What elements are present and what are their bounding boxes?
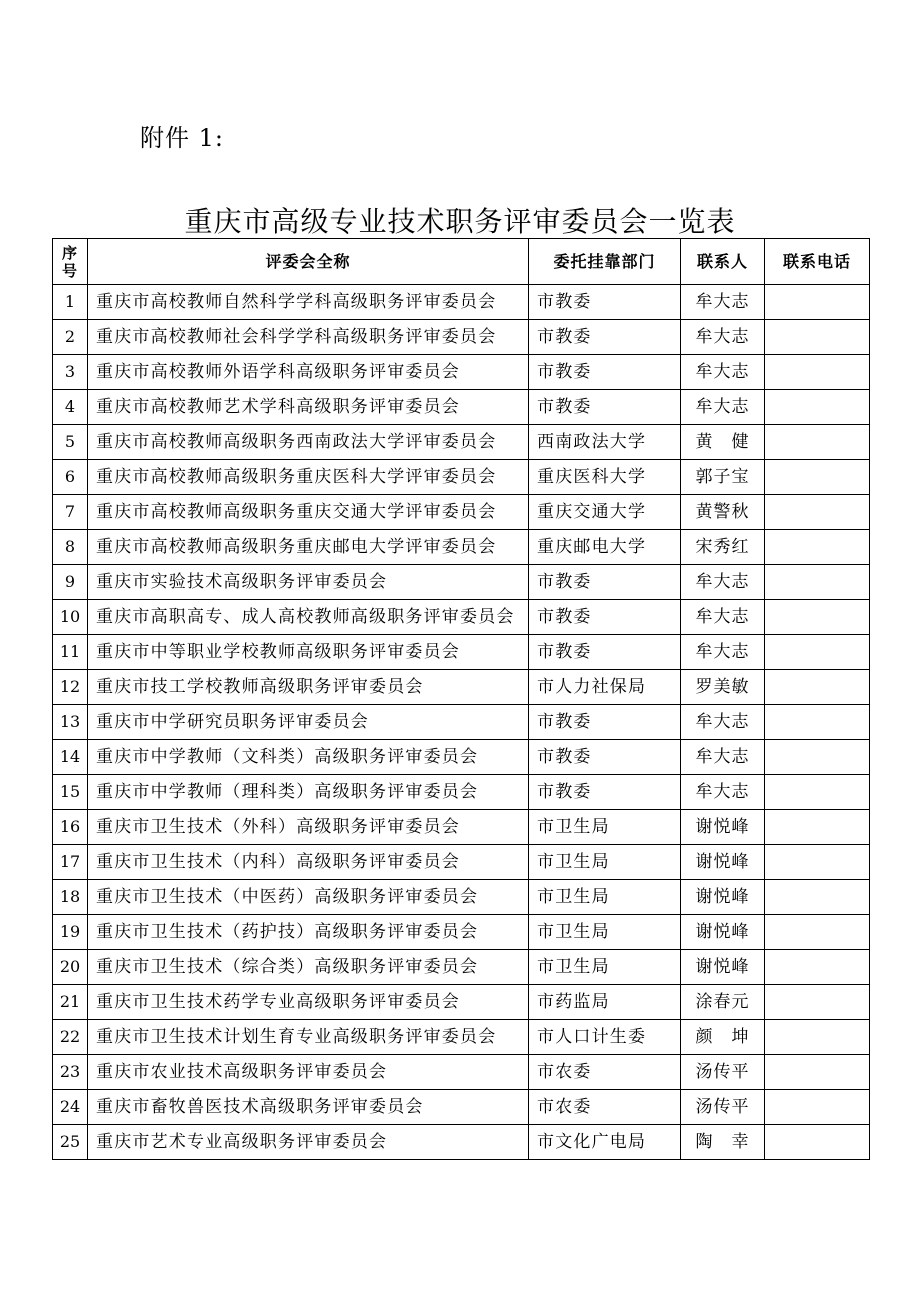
table-row xyxy=(53,1020,870,1055)
column-header-no-text: 序 号 xyxy=(61,243,78,280)
contact-person: 郭子宝 xyxy=(681,460,765,495)
table-row xyxy=(53,950,870,985)
contact-phone xyxy=(765,355,870,390)
table-row xyxy=(53,985,870,1020)
department: 市卫生局 xyxy=(529,810,681,845)
department: 市教委 xyxy=(529,600,681,635)
column-header-name: 评委会全称 xyxy=(88,239,529,285)
table-row xyxy=(53,530,870,565)
contact-phone xyxy=(765,320,870,355)
contact-phone xyxy=(765,845,870,880)
column-header-no xyxy=(53,239,88,285)
row-number: 19 xyxy=(53,915,88,950)
committee-name: 重庆市卫生技术药学专业高级职务评审委员会 xyxy=(88,985,529,1020)
table-row xyxy=(53,320,870,355)
table-row xyxy=(53,425,870,460)
row-number: 21 xyxy=(53,985,88,1020)
table-row xyxy=(53,600,870,635)
contact-phone xyxy=(765,285,870,320)
contact-phone xyxy=(765,1090,870,1125)
contact-person: 谢悦峰 xyxy=(681,810,765,845)
department: 重庆邮电大学 xyxy=(529,530,681,565)
table-row xyxy=(53,635,870,670)
contact-phone xyxy=(765,565,870,600)
department: 市教委 xyxy=(529,285,681,320)
contact-phone xyxy=(765,1055,870,1090)
contact-phone xyxy=(765,775,870,810)
contact-phone xyxy=(765,670,870,705)
column-header-contact: 联系人 xyxy=(681,239,765,285)
row-number: 20 xyxy=(53,950,88,985)
committee-name: 重庆市高校教师自然科学学科高级职务评审委员会 xyxy=(88,285,529,320)
row-number: 3 xyxy=(53,355,88,390)
table-row xyxy=(53,880,870,915)
committee-name: 重庆市中学研究员职务评审委员会 xyxy=(88,705,529,740)
contact-person: 牟大志 xyxy=(681,775,765,810)
row-number: 25 xyxy=(53,1125,88,1160)
attachment-label: 附件 1: xyxy=(140,124,224,152)
document-title: 重庆市高级专业技术职务评审委员会一览表 xyxy=(184,205,736,238)
committee-name: 重庆市卫生技术（药护技）高级职务评审委员会 xyxy=(88,915,529,950)
table-header-row xyxy=(53,239,870,285)
department: 市卫生局 xyxy=(529,880,681,915)
contact-person: 宋秀红 xyxy=(681,530,765,565)
committee-name: 重庆市高职高专、成人高校教师高级职务评审委员会 xyxy=(88,600,529,635)
table-row xyxy=(53,460,870,495)
contact-phone xyxy=(765,390,870,425)
department: 市教委 xyxy=(529,320,681,355)
row-number: 7 xyxy=(53,495,88,530)
table-row xyxy=(53,810,870,845)
department: 重庆医科大学 xyxy=(529,460,681,495)
row-number: 15 xyxy=(53,775,88,810)
department: 市农委 xyxy=(529,1090,681,1125)
contact-phone xyxy=(765,495,870,530)
department: 市人口计生委 xyxy=(529,1020,681,1055)
row-number: 24 xyxy=(53,1090,88,1125)
contact-person: 颜 坤 xyxy=(681,1020,765,1055)
contact-phone xyxy=(765,1125,870,1160)
row-number: 22 xyxy=(53,1020,88,1055)
committee-name: 重庆市卫生技术（外科）高级职务评审委员会 xyxy=(88,810,529,845)
contact-person: 谢悦峰 xyxy=(681,915,765,950)
department: 市教委 xyxy=(529,705,681,740)
table-row xyxy=(53,495,870,530)
department: 市教委 xyxy=(529,565,681,600)
committee-name: 重庆市卫生技术（综合类）高级职务评审委员会 xyxy=(88,950,529,985)
committee-name: 重庆市卫生技术（中医药）高级职务评审委员会 xyxy=(88,880,529,915)
contact-phone xyxy=(765,705,870,740)
row-number: 12 xyxy=(53,670,88,705)
contact-person: 牟大志 xyxy=(681,320,765,355)
table-row xyxy=(53,845,870,880)
contact-person: 牟大志 xyxy=(681,635,765,670)
contact-person: 谢悦峰 xyxy=(681,880,765,915)
contact-phone xyxy=(765,810,870,845)
table-row xyxy=(53,670,870,705)
committee-name: 重庆市艺术专业高级职务评审委员会 xyxy=(88,1125,529,1160)
table-row xyxy=(53,705,870,740)
row-number: 10 xyxy=(53,600,88,635)
contact-phone xyxy=(765,530,870,565)
committee-name: 重庆市畜牧兽医技术高级职务评审委员会 xyxy=(88,1090,529,1125)
column-header-phone: 联系电话 xyxy=(765,239,870,285)
contact-phone xyxy=(765,880,870,915)
table-row xyxy=(53,1055,870,1090)
row-number: 9 xyxy=(53,565,88,600)
row-number: 13 xyxy=(53,705,88,740)
contact-person: 汤传平 xyxy=(681,1055,765,1090)
department: 市药监局 xyxy=(529,985,681,1020)
table-body xyxy=(53,285,870,1160)
committee-name: 重庆市农业技术高级职务评审委员会 xyxy=(88,1055,529,1090)
committee-name: 重庆市中等职业学校教师高级职务评审委员会 xyxy=(88,635,529,670)
contact-person: 罗美敏 xyxy=(681,670,765,705)
contact-person: 牟大志 xyxy=(681,600,765,635)
committee-table xyxy=(52,238,870,1160)
department: 市卫生局 xyxy=(529,845,681,880)
row-number: 2 xyxy=(53,320,88,355)
contact-person: 谢悦峰 xyxy=(681,845,765,880)
committee-name: 重庆市技工学校教师高级职务评审委员会 xyxy=(88,670,529,705)
table-row xyxy=(53,740,870,775)
contact-phone xyxy=(765,460,870,495)
committee-name: 重庆市中学教师（理科类）高级职务评审委员会 xyxy=(88,775,529,810)
contact-phone xyxy=(765,740,870,775)
table-row xyxy=(53,565,870,600)
contact-phone xyxy=(765,600,870,635)
row-number: 16 xyxy=(53,810,88,845)
table-row xyxy=(53,1090,870,1125)
department: 市人力社保局 xyxy=(529,670,681,705)
contact-phone xyxy=(765,635,870,670)
department: 市卫生局 xyxy=(529,950,681,985)
contact-person: 黄 健 xyxy=(681,425,765,460)
table-row xyxy=(53,1125,870,1160)
row-number: 11 xyxy=(53,635,88,670)
row-number: 6 xyxy=(53,460,88,495)
table-row xyxy=(53,285,870,320)
committee-name: 重庆市高校教师高级职务西南政法大学评审委员会 xyxy=(88,425,529,460)
department: 市教委 xyxy=(529,740,681,775)
contact-phone xyxy=(765,425,870,460)
contact-phone xyxy=(765,915,870,950)
column-header-dept: 委托挂靠部门 xyxy=(529,239,681,285)
row-number: 8 xyxy=(53,530,88,565)
contact-person: 牟大志 xyxy=(681,740,765,775)
contact-person: 涂春元 xyxy=(681,985,765,1020)
row-number: 4 xyxy=(53,390,88,425)
committee-name: 重庆市高校教师高级职务重庆邮电大学评审委员会 xyxy=(88,530,529,565)
committee-name: 重庆市高校教师高级职务重庆交通大学评审委员会 xyxy=(88,495,529,530)
row-number: 17 xyxy=(53,845,88,880)
committee-name: 重庆市卫生技术（内科）高级职务评审委员会 xyxy=(88,845,529,880)
contact-phone xyxy=(765,950,870,985)
table-row xyxy=(53,355,870,390)
row-number: 23 xyxy=(53,1055,88,1090)
contact-person: 牟大志 xyxy=(681,390,765,425)
committee-name: 重庆市卫生技术计划生育专业高级职务评审委员会 xyxy=(88,1020,529,1055)
contact-person: 牟大志 xyxy=(681,355,765,390)
contact-person: 陶 幸 xyxy=(681,1125,765,1160)
contact-phone xyxy=(765,1020,870,1055)
contact-person: 汤传平 xyxy=(681,1090,765,1125)
committee-name: 重庆市高校教师社会科学学科高级职务评审委员会 xyxy=(88,320,529,355)
department: 市卫生局 xyxy=(529,915,681,950)
table-row xyxy=(53,775,870,810)
department: 市文化广电局 xyxy=(529,1125,681,1160)
contact-phone xyxy=(765,985,870,1020)
department: 市教委 xyxy=(529,390,681,425)
committee-name: 重庆市高校教师外语学科高级职务评审委员会 xyxy=(88,355,529,390)
table-row xyxy=(53,915,870,950)
committee-name: 重庆市实验技术高级职务评审委员会 xyxy=(88,565,529,600)
committee-name: 重庆市高校教师高级职务重庆医科大学评审委员会 xyxy=(88,460,529,495)
row-number: 18 xyxy=(53,880,88,915)
committee-name: 重庆市高校教师艺术学科高级职务评审委员会 xyxy=(88,390,529,425)
department: 市教委 xyxy=(529,635,681,670)
row-number: 1 xyxy=(53,285,88,320)
department: 市教委 xyxy=(529,355,681,390)
contact-person: 牟大志 xyxy=(681,285,765,320)
committee-name: 重庆市中学教师（文科类）高级职务评审委员会 xyxy=(88,740,529,775)
table-row xyxy=(53,390,870,425)
contact-person: 黄警秋 xyxy=(681,495,765,530)
department: 重庆交通大学 xyxy=(529,495,681,530)
contact-person: 谢悦峰 xyxy=(681,950,765,985)
department: 西南政法大学 xyxy=(529,425,681,460)
department: 市农委 xyxy=(529,1055,681,1090)
row-number: 5 xyxy=(53,425,88,460)
contact-person: 牟大志 xyxy=(681,565,765,600)
department: 市教委 xyxy=(529,775,681,810)
row-number: 14 xyxy=(53,740,88,775)
contact-person: 牟大志 xyxy=(681,705,765,740)
